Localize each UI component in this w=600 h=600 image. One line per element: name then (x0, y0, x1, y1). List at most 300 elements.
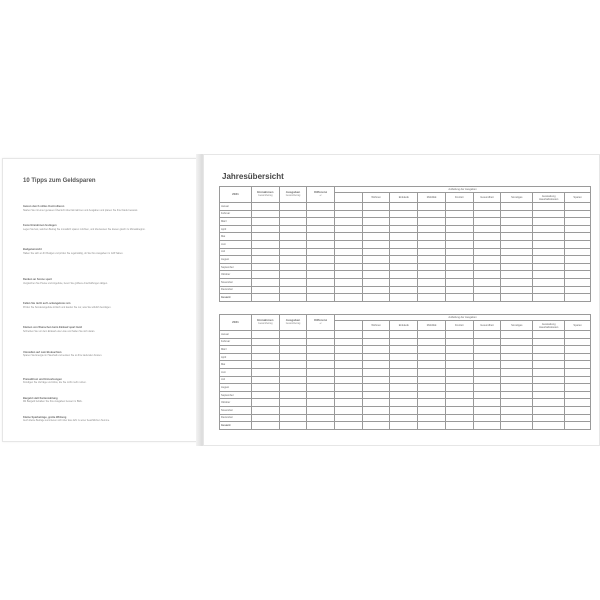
entry-cell[interactable] (390, 361, 418, 369)
entry-cell[interactable] (251, 384, 279, 392)
entry-cell[interactable] (473, 353, 501, 361)
entry-cell[interactable] (565, 278, 591, 286)
entry-cell[interactable] (335, 210, 363, 218)
entry-cell[interactable] (501, 263, 533, 271)
entry-cell[interactable] (251, 353, 279, 361)
entry-cell[interactable] (335, 233, 363, 241)
entry-cell[interactable] (335, 240, 363, 248)
entry-cell[interactable] (362, 225, 390, 233)
entry-cell[interactable] (473, 248, 501, 256)
entry-cell[interactable] (445, 361, 473, 369)
total-cell[interactable] (362, 294, 390, 302)
entry-cell[interactable] (251, 271, 279, 279)
entry-cell[interactable] (565, 218, 591, 226)
entry-cell[interactable] (307, 203, 335, 211)
entry-cell[interactable] (390, 368, 418, 376)
entry-cell[interactable] (307, 399, 335, 407)
entry-cell[interactable] (445, 271, 473, 279)
entry-cell[interactable] (565, 331, 591, 339)
entry-cell[interactable] (279, 368, 307, 376)
entry-cell[interactable] (335, 391, 363, 399)
entry-cell[interactable] (445, 263, 473, 271)
entry-cell[interactable] (418, 256, 446, 264)
entry-cell[interactable] (390, 203, 418, 211)
entry-cell[interactable] (279, 406, 307, 414)
entry-cell[interactable] (418, 271, 446, 279)
entry-cell[interactable] (473, 384, 501, 392)
entry-cell[interactable] (565, 263, 591, 271)
entry-cell[interactable] (390, 399, 418, 407)
entry-cell[interactable] (279, 361, 307, 369)
entry-cell[interactable] (390, 391, 418, 399)
total-cell[interactable] (390, 422, 418, 430)
entry-cell[interactable] (362, 233, 390, 241)
entry-cell[interactable] (307, 346, 335, 354)
entry-cell[interactable] (251, 233, 279, 241)
entry-cell[interactable] (445, 256, 473, 264)
entry-cell[interactable] (362, 248, 390, 256)
entry-cell[interactable] (279, 203, 307, 211)
entry-cell[interactable] (473, 376, 501, 384)
entry-cell[interactable] (501, 346, 533, 354)
entry-cell[interactable] (473, 271, 501, 279)
entry-cell[interactable] (335, 384, 363, 392)
entry-cell[interactable] (501, 225, 533, 233)
entry-cell[interactable] (473, 391, 501, 399)
entry-cell[interactable] (565, 256, 591, 264)
total-cell[interactable] (533, 294, 565, 302)
entry-cell[interactable] (335, 338, 363, 346)
entry-cell[interactable] (307, 233, 335, 241)
entry-cell[interactable] (307, 271, 335, 279)
entry-cell[interactable] (279, 248, 307, 256)
entry-cell[interactable] (418, 225, 446, 233)
entry-cell[interactable] (418, 210, 446, 218)
entry-cell[interactable] (533, 233, 565, 241)
entry-cell[interactable] (565, 233, 591, 241)
entry-cell[interactable] (501, 233, 533, 241)
entry-cell[interactable] (279, 225, 307, 233)
entry-cell[interactable] (501, 361, 533, 369)
entry-cell[interactable] (445, 331, 473, 339)
entry-cell[interactable] (251, 376, 279, 384)
entry-cell[interactable] (335, 248, 363, 256)
entry-cell[interactable] (279, 218, 307, 226)
entry-cell[interactable] (533, 376, 565, 384)
entry-cell[interactable] (307, 391, 335, 399)
entry-cell[interactable] (362, 368, 390, 376)
total-cell[interactable] (533, 422, 565, 430)
entry-cell[interactable] (418, 376, 446, 384)
entry-cell[interactable] (307, 368, 335, 376)
entry-cell[interactable] (473, 263, 501, 271)
entry-cell[interactable] (335, 353, 363, 361)
entry-cell[interactable] (390, 384, 418, 392)
entry-cell[interactable] (362, 376, 390, 384)
entry-cell[interactable] (418, 346, 446, 354)
entry-cell[interactable] (445, 346, 473, 354)
entry-cell[interactable] (418, 278, 446, 286)
entry-cell[interactable] (565, 346, 591, 354)
entry-cell[interactable] (390, 376, 418, 384)
entry-cell[interactable] (418, 399, 446, 407)
entry-cell[interactable] (362, 399, 390, 407)
entry-cell[interactable] (533, 346, 565, 354)
entry-cell[interactable] (418, 368, 446, 376)
entry-cell[interactable] (362, 414, 390, 422)
entry-cell[interactable] (445, 399, 473, 407)
entry-cell[interactable] (473, 256, 501, 264)
entry-cell[interactable] (335, 406, 363, 414)
entry-cell[interactable] (335, 399, 363, 407)
entry-cell[interactable] (279, 278, 307, 286)
entry-cell[interactable] (445, 376, 473, 384)
entry-cell[interactable] (251, 399, 279, 407)
entry-cell[interactable] (251, 414, 279, 422)
total-cell[interactable] (445, 422, 473, 430)
entry-cell[interactable] (279, 256, 307, 264)
entry-cell[interactable] (418, 286, 446, 294)
entry-cell[interactable] (279, 286, 307, 294)
entry-cell[interactable] (565, 391, 591, 399)
entry-cell[interactable] (445, 225, 473, 233)
entry-cell[interactable] (335, 346, 363, 354)
total-cell[interactable] (418, 294, 446, 302)
entry-cell[interactable] (501, 399, 533, 407)
entry-cell[interactable] (418, 331, 446, 339)
entry-cell[interactable] (307, 210, 335, 218)
entry-cell[interactable] (533, 338, 565, 346)
entry-cell[interactable] (418, 406, 446, 414)
total-cell[interactable] (307, 294, 335, 302)
entry-cell[interactable] (565, 368, 591, 376)
entry-cell[interactable] (390, 240, 418, 248)
entry-cell[interactable] (501, 256, 533, 264)
entry-cell[interactable] (307, 256, 335, 264)
entry-cell[interactable] (418, 391, 446, 399)
entry-cell[interactable] (533, 361, 565, 369)
entry-cell[interactable] (473, 346, 501, 354)
entry-cell[interactable] (279, 338, 307, 346)
entry-cell[interactable] (418, 233, 446, 241)
entry-cell[interactable] (335, 218, 363, 226)
entry-cell[interactable] (473, 399, 501, 407)
entry-cell[interactable] (473, 331, 501, 339)
entry-cell[interactable] (362, 406, 390, 414)
entry-cell[interactable] (565, 361, 591, 369)
entry-cell[interactable] (251, 406, 279, 414)
entry-cell[interactable] (418, 218, 446, 226)
entry-cell[interactable] (445, 218, 473, 226)
entry-cell[interactable] (335, 256, 363, 264)
entry-cell[interactable] (501, 376, 533, 384)
total-cell[interactable] (501, 294, 533, 302)
entry-cell[interactable] (362, 256, 390, 264)
entry-cell[interactable] (251, 240, 279, 248)
entry-cell[interactable] (565, 414, 591, 422)
entry-cell[interactable] (279, 399, 307, 407)
entry-cell[interactable] (307, 353, 335, 361)
entry-cell[interactable] (445, 278, 473, 286)
entry-cell[interactable] (251, 368, 279, 376)
entry-cell[interactable] (362, 331, 390, 339)
entry-cell[interactable] (501, 406, 533, 414)
entry-cell[interactable] (307, 240, 335, 248)
entry-cell[interactable] (279, 263, 307, 271)
entry-cell[interactable] (501, 240, 533, 248)
entry-cell[interactable] (307, 338, 335, 346)
entry-cell[interactable] (418, 248, 446, 256)
entry-cell[interactable] (390, 210, 418, 218)
entry-cell[interactable] (279, 353, 307, 361)
entry-cell[interactable] (307, 331, 335, 339)
entry-cell[interactable] (362, 278, 390, 286)
entry-cell[interactable] (307, 286, 335, 294)
entry-cell[interactable] (307, 414, 335, 422)
entry-cell[interactable] (390, 218, 418, 226)
entry-cell[interactable] (390, 346, 418, 354)
entry-cell[interactable] (279, 346, 307, 354)
entry-cell[interactable] (279, 331, 307, 339)
entry-cell[interactable] (335, 286, 363, 294)
entry-cell[interactable] (362, 203, 390, 211)
entry-cell[interactable] (279, 384, 307, 392)
entry-cell[interactable] (251, 391, 279, 399)
entry-cell[interactable] (533, 391, 565, 399)
entry-cell[interactable] (445, 414, 473, 422)
entry-cell[interactable] (501, 218, 533, 226)
total-cell[interactable] (565, 294, 591, 302)
entry-cell[interactable] (445, 210, 473, 218)
entry-cell[interactable] (251, 248, 279, 256)
entry-cell[interactable] (473, 361, 501, 369)
entry-cell[interactable] (390, 233, 418, 241)
entry-cell[interactable] (501, 210, 533, 218)
entry-cell[interactable] (362, 210, 390, 218)
entry-cell[interactable] (362, 391, 390, 399)
entry-cell[interactable] (565, 338, 591, 346)
entry-cell[interactable] (251, 263, 279, 271)
entry-cell[interactable] (279, 391, 307, 399)
total-cell[interactable] (473, 422, 501, 430)
total-cell[interactable] (279, 422, 307, 430)
entry-cell[interactable] (251, 218, 279, 226)
entry-cell[interactable] (390, 331, 418, 339)
entry-cell[interactable] (390, 278, 418, 286)
entry-cell[interactable] (533, 210, 565, 218)
entry-cell[interactable] (501, 248, 533, 256)
entry-cell[interactable] (251, 256, 279, 264)
entry-cell[interactable] (279, 210, 307, 218)
entry-cell[interactable] (565, 399, 591, 407)
entry-cell[interactable] (307, 384, 335, 392)
entry-cell[interactable] (501, 384, 533, 392)
entry-cell[interactable] (390, 256, 418, 264)
entry-cell[interactable] (251, 331, 279, 339)
entry-cell[interactable] (390, 271, 418, 279)
total-cell[interactable] (473, 294, 501, 302)
entry-cell[interactable] (565, 210, 591, 218)
entry-cell[interactable] (418, 414, 446, 422)
entry-cell[interactable] (533, 203, 565, 211)
entry-cell[interactable] (251, 203, 279, 211)
entry-cell[interactable] (445, 406, 473, 414)
entry-cell[interactable] (279, 414, 307, 422)
entry-cell[interactable] (279, 233, 307, 241)
entry-cell[interactable] (533, 248, 565, 256)
entry-cell[interactable] (307, 376, 335, 384)
entry-cell[interactable] (418, 361, 446, 369)
entry-cell[interactable] (565, 286, 591, 294)
entry-cell[interactable] (565, 353, 591, 361)
entry-cell[interactable] (362, 361, 390, 369)
total-cell[interactable] (362, 422, 390, 430)
entry-cell[interactable] (533, 278, 565, 286)
entry-cell[interactable] (565, 248, 591, 256)
entry-cell[interactable] (501, 368, 533, 376)
entry-cell[interactable] (473, 278, 501, 286)
entry-cell[interactable] (533, 256, 565, 264)
entry-cell[interactable] (335, 361, 363, 369)
entry-cell[interactable] (473, 414, 501, 422)
entry-cell[interactable] (390, 263, 418, 271)
entry-cell[interactable] (362, 286, 390, 294)
entry-cell[interactable] (335, 368, 363, 376)
entry-cell[interactable] (533, 271, 565, 279)
entry-cell[interactable] (335, 203, 363, 211)
entry-cell[interactable] (473, 210, 501, 218)
entry-cell[interactable] (473, 406, 501, 414)
entry-cell[interactable] (533, 384, 565, 392)
entry-cell[interactable] (335, 271, 363, 279)
entry-cell[interactable] (565, 203, 591, 211)
entry-cell[interactable] (307, 406, 335, 414)
entry-cell[interactable] (565, 240, 591, 248)
entry-cell[interactable] (362, 240, 390, 248)
entry-cell[interactable] (445, 391, 473, 399)
entry-cell[interactable] (533, 240, 565, 248)
entry-cell[interactable] (501, 414, 533, 422)
entry-cell[interactable] (565, 384, 591, 392)
total-cell[interactable] (335, 294, 363, 302)
entry-cell[interactable] (307, 248, 335, 256)
entry-cell[interactable] (251, 346, 279, 354)
entry-cell[interactable] (418, 203, 446, 211)
entry-cell[interactable] (533, 218, 565, 226)
entry-cell[interactable] (445, 248, 473, 256)
total-cell[interactable] (251, 422, 279, 430)
total-cell[interactable] (418, 422, 446, 430)
entry-cell[interactable] (445, 384, 473, 392)
entry-cell[interactable] (362, 218, 390, 226)
entry-cell[interactable] (565, 376, 591, 384)
entry-cell[interactable] (390, 414, 418, 422)
entry-cell[interactable] (445, 240, 473, 248)
total-cell[interactable] (390, 294, 418, 302)
entry-cell[interactable] (307, 225, 335, 233)
entry-cell[interactable] (251, 210, 279, 218)
entry-cell[interactable] (251, 278, 279, 286)
entry-cell[interactable] (565, 271, 591, 279)
total-cell[interactable] (565, 422, 591, 430)
entry-cell[interactable] (445, 353, 473, 361)
entry-cell[interactable] (445, 233, 473, 241)
entry-cell[interactable] (565, 225, 591, 233)
entry-cell[interactable] (533, 406, 565, 414)
entry-cell[interactable] (362, 346, 390, 354)
entry-cell[interactable] (533, 399, 565, 407)
entry-cell[interactable] (418, 240, 446, 248)
entry-cell[interactable] (501, 338, 533, 346)
entry-cell[interactable] (445, 203, 473, 211)
entry-cell[interactable] (473, 218, 501, 226)
entry-cell[interactable] (307, 263, 335, 271)
entry-cell[interactable] (473, 225, 501, 233)
entry-cell[interactable] (418, 338, 446, 346)
entry-cell[interactable] (533, 331, 565, 339)
entry-cell[interactable] (335, 225, 363, 233)
entry-cell[interactable] (307, 218, 335, 226)
entry-cell[interactable] (473, 286, 501, 294)
entry-cell[interactable] (307, 278, 335, 286)
entry-cell[interactable] (501, 203, 533, 211)
total-cell[interactable] (279, 294, 307, 302)
entry-cell[interactable] (307, 361, 335, 369)
entry-cell[interactable] (362, 353, 390, 361)
entry-cell[interactable] (533, 414, 565, 422)
entry-cell[interactable] (335, 376, 363, 384)
entry-cell[interactable] (473, 368, 501, 376)
entry-cell[interactable] (418, 384, 446, 392)
entry-cell[interactable] (501, 331, 533, 339)
entry-cell[interactable] (362, 384, 390, 392)
entry-cell[interactable] (335, 263, 363, 271)
entry-cell[interactable] (473, 338, 501, 346)
entry-cell[interactable] (501, 353, 533, 361)
entry-cell[interactable] (473, 240, 501, 248)
entry-cell[interactable] (390, 406, 418, 414)
entry-cell[interactable] (473, 203, 501, 211)
entry-cell[interactable] (251, 225, 279, 233)
total-cell[interactable] (445, 294, 473, 302)
entry-cell[interactable] (390, 286, 418, 294)
entry-cell[interactable] (335, 331, 363, 339)
entry-cell[interactable] (533, 353, 565, 361)
entry-cell[interactable] (418, 353, 446, 361)
entry-cell[interactable] (418, 263, 446, 271)
total-cell[interactable] (335, 422, 363, 430)
entry-cell[interactable] (390, 225, 418, 233)
total-cell[interactable] (251, 294, 279, 302)
total-cell[interactable] (307, 422, 335, 430)
entry-cell[interactable] (501, 271, 533, 279)
entry-cell[interactable] (279, 271, 307, 279)
entry-cell[interactable] (533, 225, 565, 233)
entry-cell[interactable] (390, 353, 418, 361)
entry-cell[interactable] (390, 248, 418, 256)
entry-cell[interactable] (445, 368, 473, 376)
entry-cell[interactable] (335, 278, 363, 286)
entry-cell[interactable] (473, 233, 501, 241)
entry-cell[interactable] (501, 391, 533, 399)
entry-cell[interactable] (533, 368, 565, 376)
entry-cell[interactable] (251, 361, 279, 369)
entry-cell[interactable] (533, 286, 565, 294)
entry-cell[interactable] (445, 338, 473, 346)
total-cell[interactable] (501, 422, 533, 430)
entry-cell[interactable] (565, 406, 591, 414)
entry-cell[interactable] (251, 338, 279, 346)
